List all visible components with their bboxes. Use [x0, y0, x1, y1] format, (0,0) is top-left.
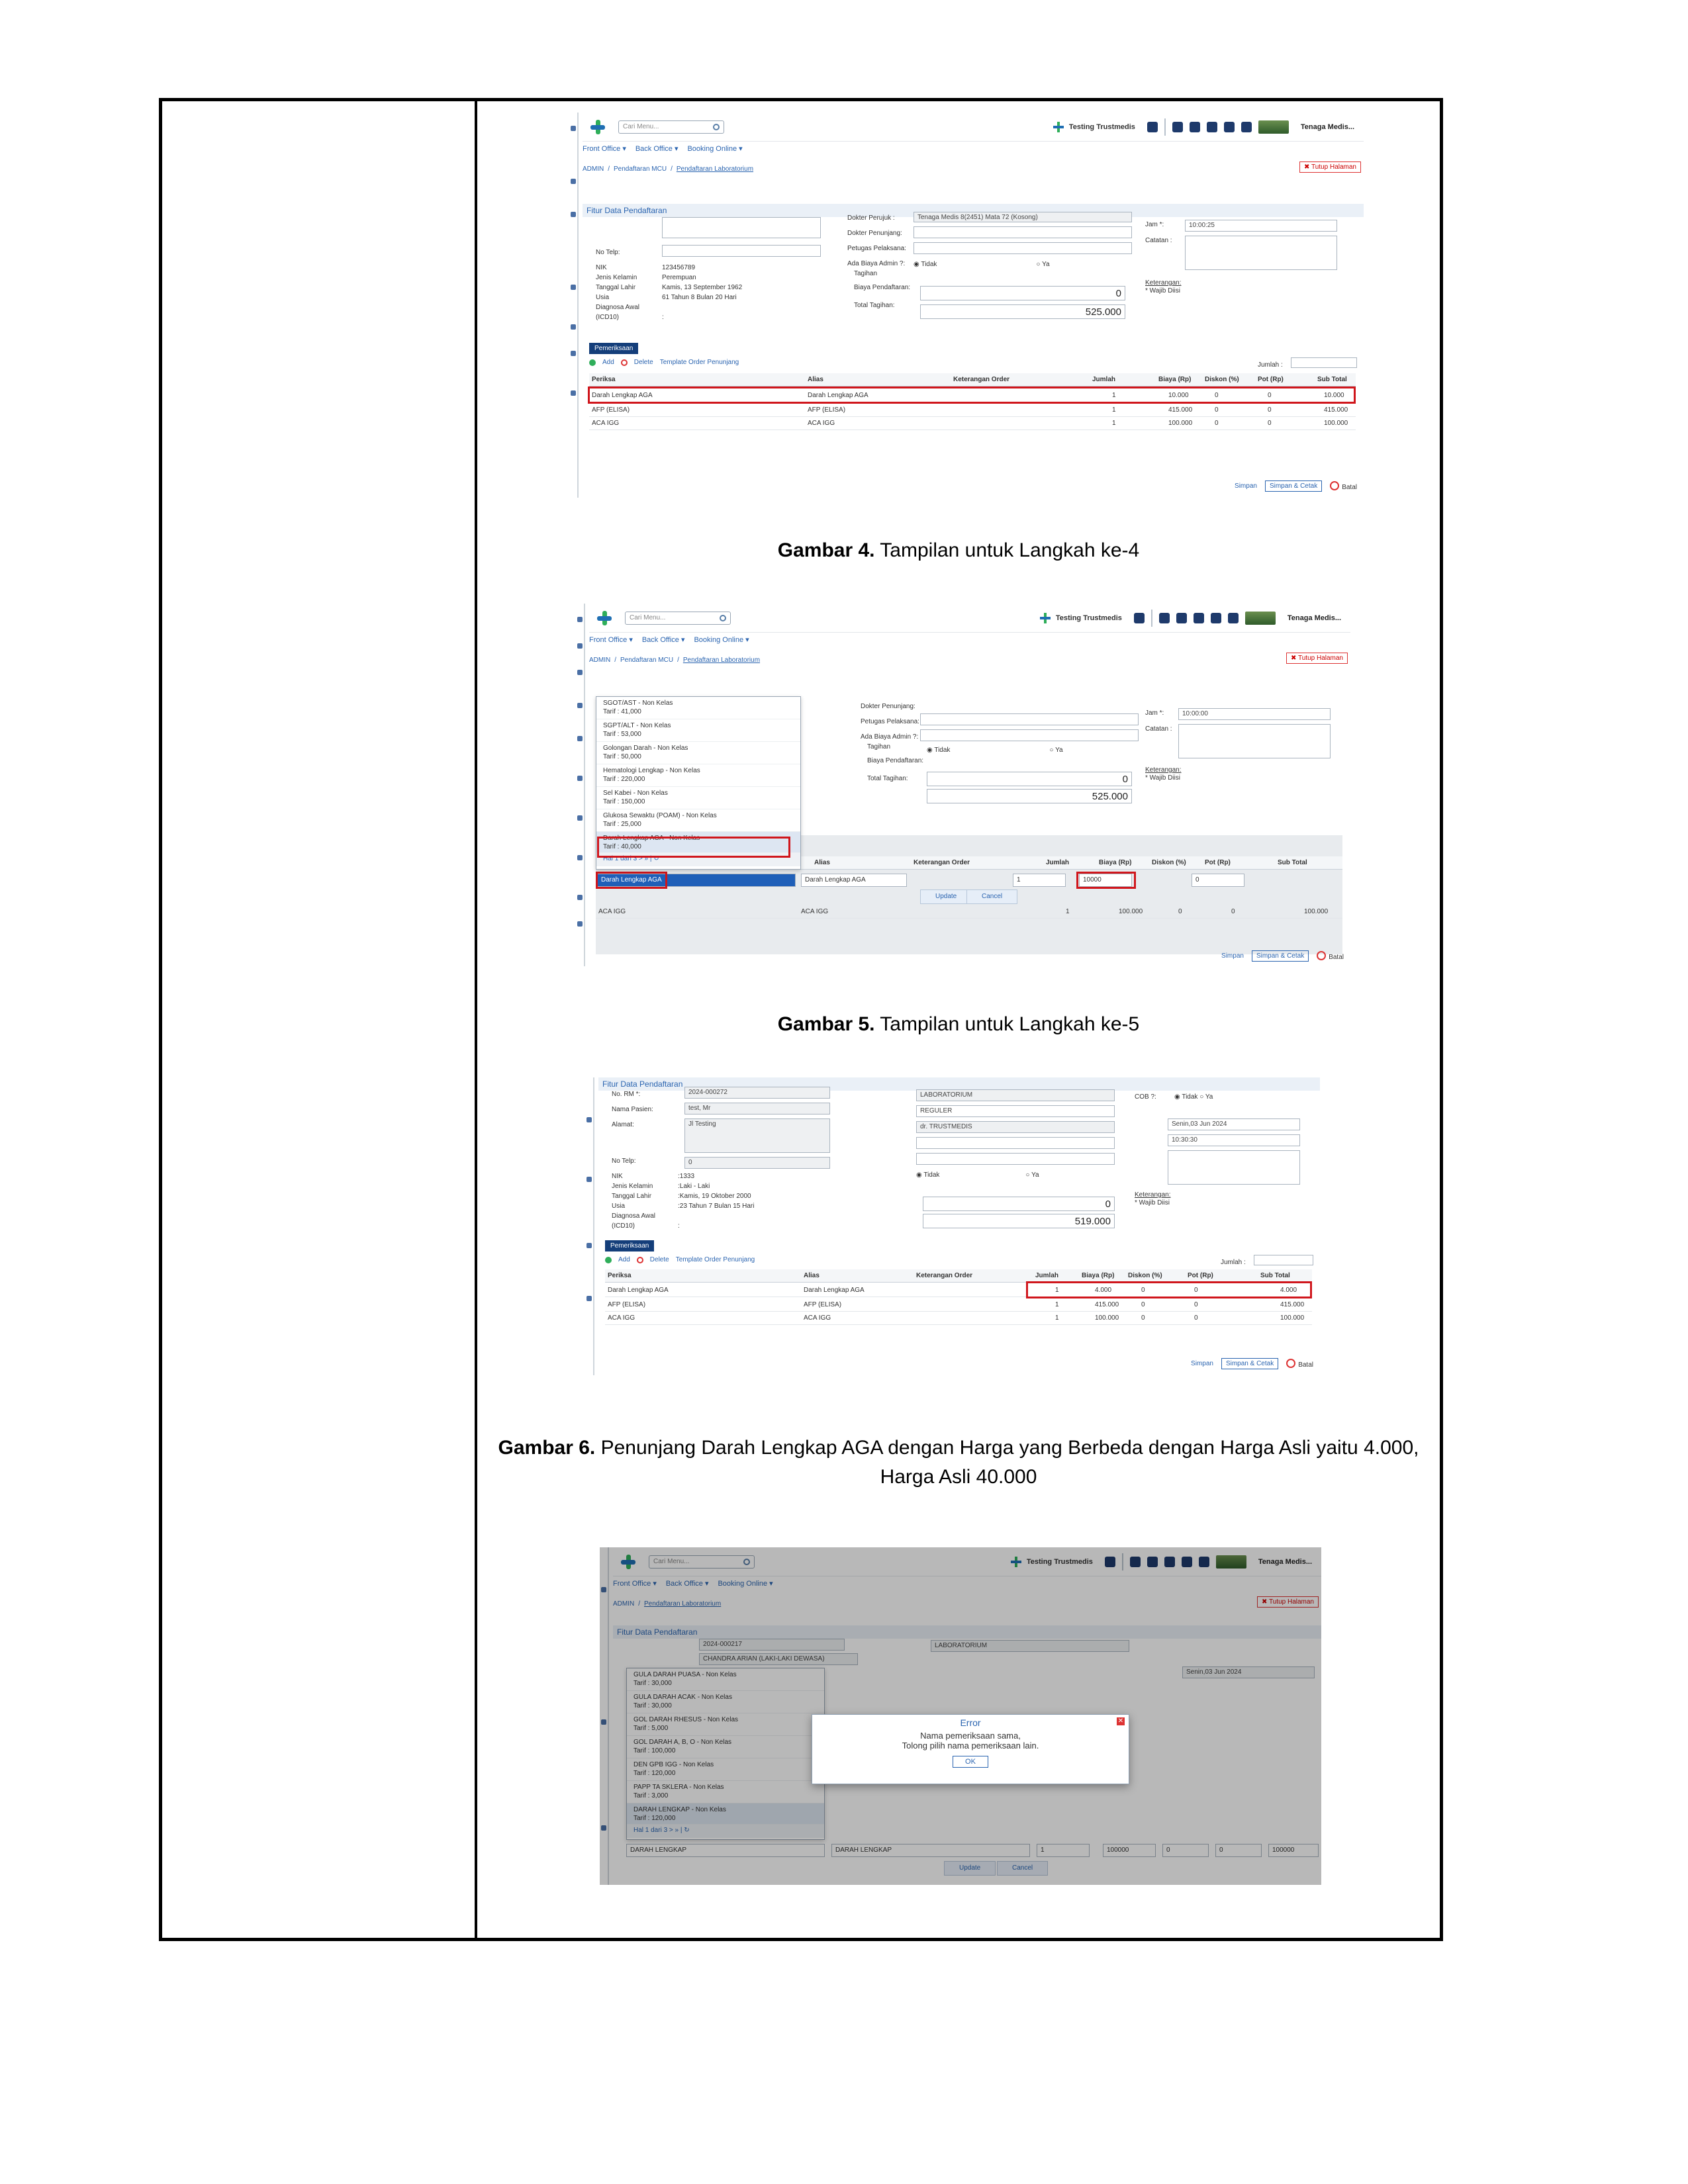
jumlah-edit-input[interactable]: 1 [1013, 874, 1066, 887]
support-type-field[interactable]: LABORATORIUM [931, 1640, 1129, 1652]
breadcrumb-admin[interactable]: ADMIN [589, 657, 611, 664]
table-row[interactable]: ACA IGG ACA IGG 1 100.000 0 0 100.000 [605, 1312, 1312, 1325]
brand-logo-icon [1040, 613, 1051, 623]
table-row[interactable]: ACA IGG ACA IGG 1 100.000 0 0 100.000 [596, 905, 1342, 919]
brand: Testing Trustmedis [1040, 613, 1122, 623]
highlight-box [597, 837, 790, 858]
menu-back-office[interactable]: Back Office ▾ [665, 1580, 709, 1588]
section-title: Fitur Data Pendaftaran [583, 204, 1364, 217]
menu-front-office[interactable]: Front Office ▾ [613, 1580, 657, 1588]
save-print-button[interactable]: Simpan & Cetak [1265, 480, 1322, 492]
time-label: Jam *: [1145, 709, 1164, 717]
pot-edit-input[interactable]: 0 [1192, 874, 1244, 887]
form-labels: Dokter Perujuk : Dokter Penunjang: Petugas Pelaksana: Ada Biaya Admin ?: Tagihan Biaya Pendaftaran: Total Tagihan: [847, 214, 911, 309]
alias-edit-input[interactable]: DARAH LENGKAP [831, 1844, 1030, 1857]
form-actions [1221, 950, 1344, 962]
bell-icon[interactable] [1224, 122, 1235, 132]
referring-doctor-field[interactable]: Tenaga Medis 8(2451) Mata 72 (Kosong) [914, 212, 1132, 222]
save-button[interactable]: Simpan [1191, 1360, 1213, 1367]
subtotal-edit-input[interactable]: 100000 [1268, 1844, 1319, 1857]
required-note: * Wajib Diisi [1145, 287, 1180, 295]
menu-search-input[interactable]: Cari Menu... [649, 1555, 755, 1569]
address-field[interactable]: Jl Testing [684, 1118, 830, 1153]
error-dialog-title: Error [960, 1717, 981, 1728]
address-field[interactable] [662, 217, 821, 238]
time-field[interactable]: 10:00:25 [1185, 220, 1337, 232]
menu-front-office[interactable]: Front Office ▾ [583, 145, 626, 153]
save-button[interactable]: Simpan [1221, 952, 1244, 960]
registration-fee-field[interactable]: 0 [920, 286, 1125, 300]
delete-button[interactable]: Delete [649, 1256, 669, 1263]
list-item[interactable]: SGPT/ALT - Non Kelas Tarif : 53,000 [596, 719, 800, 742]
app-logo-icon[interactable] [589, 118, 606, 136]
jumlah-label: Jumlah : [1258, 361, 1283, 369]
list-item[interactable]: DEN GPB IGG - Non Kelas Tarif : 120,000 [627, 1758, 824, 1781]
time-label: Jam *: [1145, 221, 1164, 228]
list-item-selected[interactable]: Darah Lengkap AGA - Non Kelas Tarif : 40,000 [596, 832, 800, 853]
user-name[interactable]: Tenaga Medis... [1300, 122, 1354, 131]
top-bar [583, 113, 1364, 142]
table-row[interactable]: AFP (ELISA) AFP (ELISA) 1 415.000 0 0 415.000 [589, 404, 1356, 417]
sidebar-strip [569, 113, 579, 498]
error-message-line-2: Tolong pilih nama pemeriksaan lain. [902, 1741, 1039, 1751]
cancel-button[interactable]: Batal [1330, 481, 1357, 491]
periksa-edit-input[interactable]: DARAH LENGKAP [626, 1844, 825, 1857]
legend-label: Keterangan: [1145, 279, 1182, 287]
bell-icon[interactable] [1211, 613, 1221, 623]
user-name[interactable]: Tenaga Medis... [1287, 614, 1341, 622]
breadcrumb-mcu[interactable]: Pendaftaran MCU [620, 657, 674, 664]
error-dialog [812, 1714, 1129, 1784]
cob-radio[interactable]: ◉ Tidak ○ Ya [1174, 1093, 1213, 1101]
brand: Testing Trustmedis [1011, 1557, 1093, 1567]
patient-name-field[interactable]: CHANDRA ARIAN (LAKI-LAKI DEWASA) [699, 1653, 858, 1665]
dropdown-pager[interactable]: Hal 1 dari 3 > » | ↻ [627, 1825, 824, 1838]
list-item[interactable]: SGOT/AST - Non Kelas Tarif : 41,000 [596, 697, 800, 719]
section-title: Fitur Data Pendaftaran [613, 1625, 1321, 1639]
screenshot-figure-6 [585, 1077, 1320, 1375]
exam-grid-title: Pemeriksaan [605, 1240, 654, 1251]
grid-toolbar [605, 1256, 755, 1263]
list-item[interactable]: GOL DARAH RHESUS - Non Kelas Tarif : 5,000 [627, 1713, 824, 1736]
search-icon[interactable] [720, 615, 726, 621]
save-print-button[interactable]: Simpan & Cetak [1252, 950, 1309, 962]
menu-search-input[interactable]: Cari Menu... [625, 612, 731, 625]
close-icon[interactable]: ✕ [1117, 1717, 1124, 1725]
note-label: Catatan : [1145, 237, 1172, 244]
close-page-button[interactable]: ✖ Tutup Halaman [1299, 161, 1361, 173]
medical-record-field[interactable]: 2024-000217 [699, 1639, 845, 1651]
patient-info: No Telp: NIK 123456789 Jenis Kelamin Perempuan Tanggal Lahir Kamis, 13 September 1962 Usia 61 Tahun 8 Bulan 20 Hari Diagnosa Awal (ICD10) : [596, 249, 743, 321]
screenshot-step-5 [576, 604, 1350, 966]
officer-select[interactable] [914, 242, 1132, 254]
grid-header: Periksa Alias Keterangan Order Jumlah Biaya (Rp) Diskon (%) Pot (Rp) Sub Total [605, 1269, 1312, 1283]
support-type-field[interactable]: LABORATORIUM [916, 1089, 1115, 1101]
grid-header: Periksa Alias Keterangan Order Jumlah Biaya (Rp) Diskon (%) Pot (Rp) Sub Total [589, 373, 1356, 387]
highlight-box [588, 387, 1356, 404]
time-field[interactable]: 10:00:00 [1178, 708, 1331, 720]
list-item[interactable]: GULA DARAH ACAK - Non Kelas Tarif : 30,000 [627, 1691, 824, 1713]
add-button[interactable]: Add [602, 359, 614, 366]
gear-icon[interactable] [1207, 122, 1217, 132]
list-item[interactable]: Hematologi Lengkap - Non Kelas Tarif : 220,000 [596, 764, 800, 787]
grid-toolbar [589, 359, 739, 366]
list-item[interactable]: Golongan Darah - Non Kelas Tarif : 50,000 [596, 742, 800, 764]
total-bill-field: 519.000 [923, 1214, 1115, 1228]
admin-fee-radio[interactable]: ◉ Tidak ○ Ya [927, 747, 1063, 754]
main-menu [583, 144, 743, 153]
list-item[interactable]: Sel Kabei - Non Kelas Tarif : 150,000 [596, 787, 800, 809]
jumlah-label: Jumlah : [1221, 1259, 1246, 1266]
highlight-box [1076, 872, 1136, 889]
error-message-line-1: Nama pemeriksaan sama, [920, 1731, 1021, 1741]
top-bar [589, 604, 1350, 633]
avatar[interactable] [1245, 612, 1276, 625]
delete-icon[interactable] [637, 1257, 643, 1263]
cob-label: COB ?: [1135, 1093, 1156, 1101]
app-logo-icon[interactable] [596, 610, 613, 627]
section-title: Fitur Data Pendaftaran [598, 1077, 1320, 1091]
highlight-box [596, 872, 667, 889]
patient-info: No. RM *: Nama Pasien: Alamat: No Telp: NIK :1333 Jenis Kelamin :Laki - Laki Tanggal Lahir :Kamis, 19 Oktober 2000 Usia :23 Tahun 7 Bulan 15 Hari Diagnosa Awal (ICD10) : [612, 1091, 755, 1230]
leaf-icon[interactable] [1176, 613, 1187, 623]
breadcrumb-admin[interactable]: ADMIN [613, 1600, 635, 1608]
support-doctor-select[interactable] [916, 1137, 1115, 1149]
add-button[interactable]: Add [618, 1256, 630, 1263]
table-row[interactable]: Darah Lengkap AGA Darah Lengkap AGA 1 10.000 0 0 10.000 [589, 389, 1356, 402]
cancel-button[interactable]: Batal [1317, 951, 1344, 961]
user-name[interactable]: Tenaga Medis... [1258, 1557, 1312, 1566]
template-order-button[interactable]: Template Order Penunjang [675, 1256, 755, 1263]
total-bill-field: 525.000 [927, 789, 1132, 803]
sidebar-strip [585, 1077, 594, 1375]
menu-front-office[interactable]: Front Office ▾ [589, 636, 633, 644]
alias-edit-input[interactable]: Darah Lengkap AGA [801, 874, 907, 887]
divider [1151, 610, 1152, 627]
table-row[interactable]: Darah Lengkap AGA Darah Lengkap AGA 1 4.000 0 0 4.000 [605, 1284, 1312, 1297]
table-row[interactable]: AFP (ELISA) AFP (ELISA) 1 415.000 0 0 415.000 [605, 1298, 1312, 1312]
toolbar-icons [1134, 610, 1276, 627]
breadcrumb-admin[interactable]: ADMIN [583, 165, 604, 173]
phone-field[interactable] [662, 245, 821, 257]
cart-icon[interactable] [1172, 122, 1183, 132]
note-label: Catatan : [1145, 725, 1172, 733]
close-page-button[interactable]: ✖ Tutup Halaman [1257, 1596, 1319, 1608]
sidebar-strip [576, 604, 585, 966]
breadcrumb-mcu[interactable]: Pendaftaran MCU [614, 165, 667, 173]
biaya-edit-input[interactable]: 100000 [1103, 1844, 1156, 1857]
toolbar-icons [1147, 118, 1289, 136]
note-field[interactable] [1168, 1150, 1300, 1185]
priority-select[interactable]: REGULER [916, 1105, 1115, 1117]
crown-icon[interactable] [1134, 613, 1145, 623]
update-button[interactable]: Update [944, 1861, 996, 1876]
officer-select[interactable] [916, 1153, 1115, 1165]
medical-record-field[interactable]: 2024-000272 [684, 1087, 830, 1099]
breadcrumb-lab[interactable]: Pendaftaran Laboratorium [676, 165, 754, 173]
support-doctor-select[interactable] [914, 226, 1132, 238]
brand-logo-icon [1053, 122, 1064, 132]
ok-button[interactable]: OK [953, 1756, 988, 1768]
form-actions [1191, 1358, 1313, 1369]
date-field[interactable]: Senin,03 Jun 2024 [1168, 1118, 1300, 1130]
officer-select[interactable] [920, 729, 1139, 741]
highlight-box [1026, 1281, 1312, 1298]
breadcrumb-lab[interactable]: Pendaftaran Laboratorium [644, 1600, 722, 1608]
referring-doctor-field[interactable]: dr. TRUSTMEDIS [916, 1121, 1115, 1133]
required-note: * Wajib Diisi [1135, 1199, 1170, 1206]
leaf-icon[interactable] [1190, 122, 1200, 132]
jumlah-field[interactable] [1291, 357, 1357, 368]
help-icon[interactable] [1228, 613, 1239, 623]
note-field[interactable] [1178, 724, 1331, 758]
list-item[interactable]: GOL DARAH A, B, O - Non Kelas Tarif : 100,000 [627, 1736, 824, 1758]
table-row[interactable]: ACA IGG ACA IGG 1 100.000 0 0 100.000 [589, 417, 1356, 430]
registration-fee-field[interactable]: 0 [927, 772, 1132, 786]
screenshot-duplicate-error [600, 1547, 1321, 1885]
exam-grid-title: Pemeriksaan [589, 343, 638, 354]
list-item-selected[interactable]: DARAH LENGKAP - Non Kelas Tarif : 120,000 [627, 1803, 824, 1825]
menu-search-input[interactable]: Cari Menu... [618, 120, 724, 134]
menu-booking-online[interactable]: Booking Online ▾ [687, 145, 743, 153]
legend-label: Keterangan: [1135, 1191, 1171, 1199]
gear-icon[interactable] [1194, 613, 1204, 623]
add-icon[interactable] [589, 359, 596, 366]
phone-field[interactable]: 0 [684, 1157, 830, 1169]
dropdown-pager[interactable]: Hal 1 dari 3 > » | ↻ [596, 853, 800, 866]
biaya-edit-input[interactable]: 10000 [1079, 874, 1132, 887]
list-item[interactable]: GULA DARAH PUASA - Non Kelas Tarif : 30,000 [627, 1668, 824, 1691]
update-button[interactable]: Update [920, 889, 972, 904]
list-item[interactable]: PAPP TA SKLERA - Non Kelas Tarif : 3,000 [627, 1781, 824, 1803]
row-cancel-button[interactable]: Cancel [966, 889, 1017, 904]
jumlah-edit-input[interactable]: 1 [1037, 1844, 1090, 1857]
note-field[interactable] [1185, 236, 1337, 270]
add-icon[interactable] [605, 1257, 612, 1263]
cart-icon[interactable] [1159, 613, 1170, 623]
close-page-button[interactable]: ✖ Tutup Halaman [1286, 653, 1348, 664]
divider [1164, 118, 1166, 136]
breadcrumb: ADMIN / Pendaftaran MCU / Pendaftaran Laboratorium [589, 657, 761, 664]
time-field[interactable]: 10:30:30 [1168, 1134, 1300, 1146]
breadcrumb: ADMIN / Pendaftaran MCU / Pendaftaran Laboratorium [583, 165, 754, 173]
date-field[interactable]: Senin,03 Jun 2024 [1182, 1666, 1315, 1678]
caption-figure-5: Gambar 5. Tampilan untuk Langkah ke-5 [777, 1013, 1140, 1035]
brand: Testing Trustmedis [1053, 122, 1135, 132]
jumlah-field[interactable] [1254, 1255, 1313, 1265]
legend-label: Keterangan: [1145, 766, 1182, 774]
pot-edit-input[interactable]: 0 [1215, 1844, 1262, 1857]
periksa-edit-input[interactable]: Darah Lengkap AGA [597, 874, 796, 887]
delete-icon[interactable] [621, 359, 628, 366]
form-actions [1235, 480, 1357, 492]
cancel-button[interactable]: Batal [1286, 1359, 1313, 1369]
breadcrumb: ADMIN / Pendaftaran Laboratorium [613, 1600, 722, 1608]
breadcrumb-lab[interactable]: Pendaftaran Laboratorium [682, 657, 761, 664]
admin-fee-radio[interactable]: ◉ Tidak ○ Ya [914, 261, 1050, 268]
screenshot-step-4 [569, 113, 1364, 498]
form-labels: Dokter Penunjang: Petugas Pelaksana: Ada Biaya Admin ?: Tagihan Biaya Pendaftaran: Total Tagihan: [861, 703, 924, 782]
support-doctor-select[interactable] [920, 713, 1139, 725]
template-order-button[interactable]: Template Order Penunjang [659, 359, 739, 366]
total-bill-field: 525.000 [920, 304, 1125, 319]
patient-name-field[interactable]: test, Mr [684, 1103, 830, 1115]
help-icon[interactable] [1241, 122, 1252, 132]
row-cancel-button[interactable]: Cancel [997, 1861, 1048, 1876]
menu-back-office[interactable]: Back Office ▾ [635, 145, 679, 153]
list-item[interactable]: Glukosa Sewaktu (POAM) - Non Kelas Tarif : 25,000 [596, 809, 800, 832]
menu-booking-online[interactable]: Booking Online ▾ [694, 636, 749, 644]
registration-fee-field[interactable]: 0 [923, 1197, 1115, 1211]
main-menu [589, 635, 749, 644]
avatar[interactable] [1258, 120, 1289, 134]
required-note: * Wajib Diisi [1145, 774, 1180, 782]
caption-figure-4: Gambar 4. Tampilan untuk Langkah ke-4 [777, 539, 1140, 561]
search-icon[interactable] [713, 124, 720, 130]
diskon-edit-input[interactable]: 0 [1162, 1844, 1209, 1857]
admin-fee-radio[interactable]: ◉ Tidak ○ Ya [916, 1171, 1039, 1179]
caption-figure-6: Gambar 6. Penunjang Darah Lengkap AGA dengan Harga yang Berbeda dengan Harga Asli yaitu 4.000, Harga Asli 40.000 [498, 1437, 1419, 1488]
save-print-button[interactable]: Simpan & Cetak [1221, 1358, 1278, 1369]
crown-icon[interactable] [1147, 122, 1158, 132]
menu-booking-online[interactable]: Booking Online ▾ [718, 1580, 773, 1588]
save-button[interactable]: Simpan [1235, 482, 1257, 490]
menu-back-office[interactable]: Back Office ▾ [641, 636, 685, 644]
grid-header: Alias Keterangan Order Jumlah Biaya (Rp) Diskon (%) Pot (Rp) Sub Total [596, 856, 1342, 870]
delete-button[interactable]: Delete [633, 359, 653, 366]
